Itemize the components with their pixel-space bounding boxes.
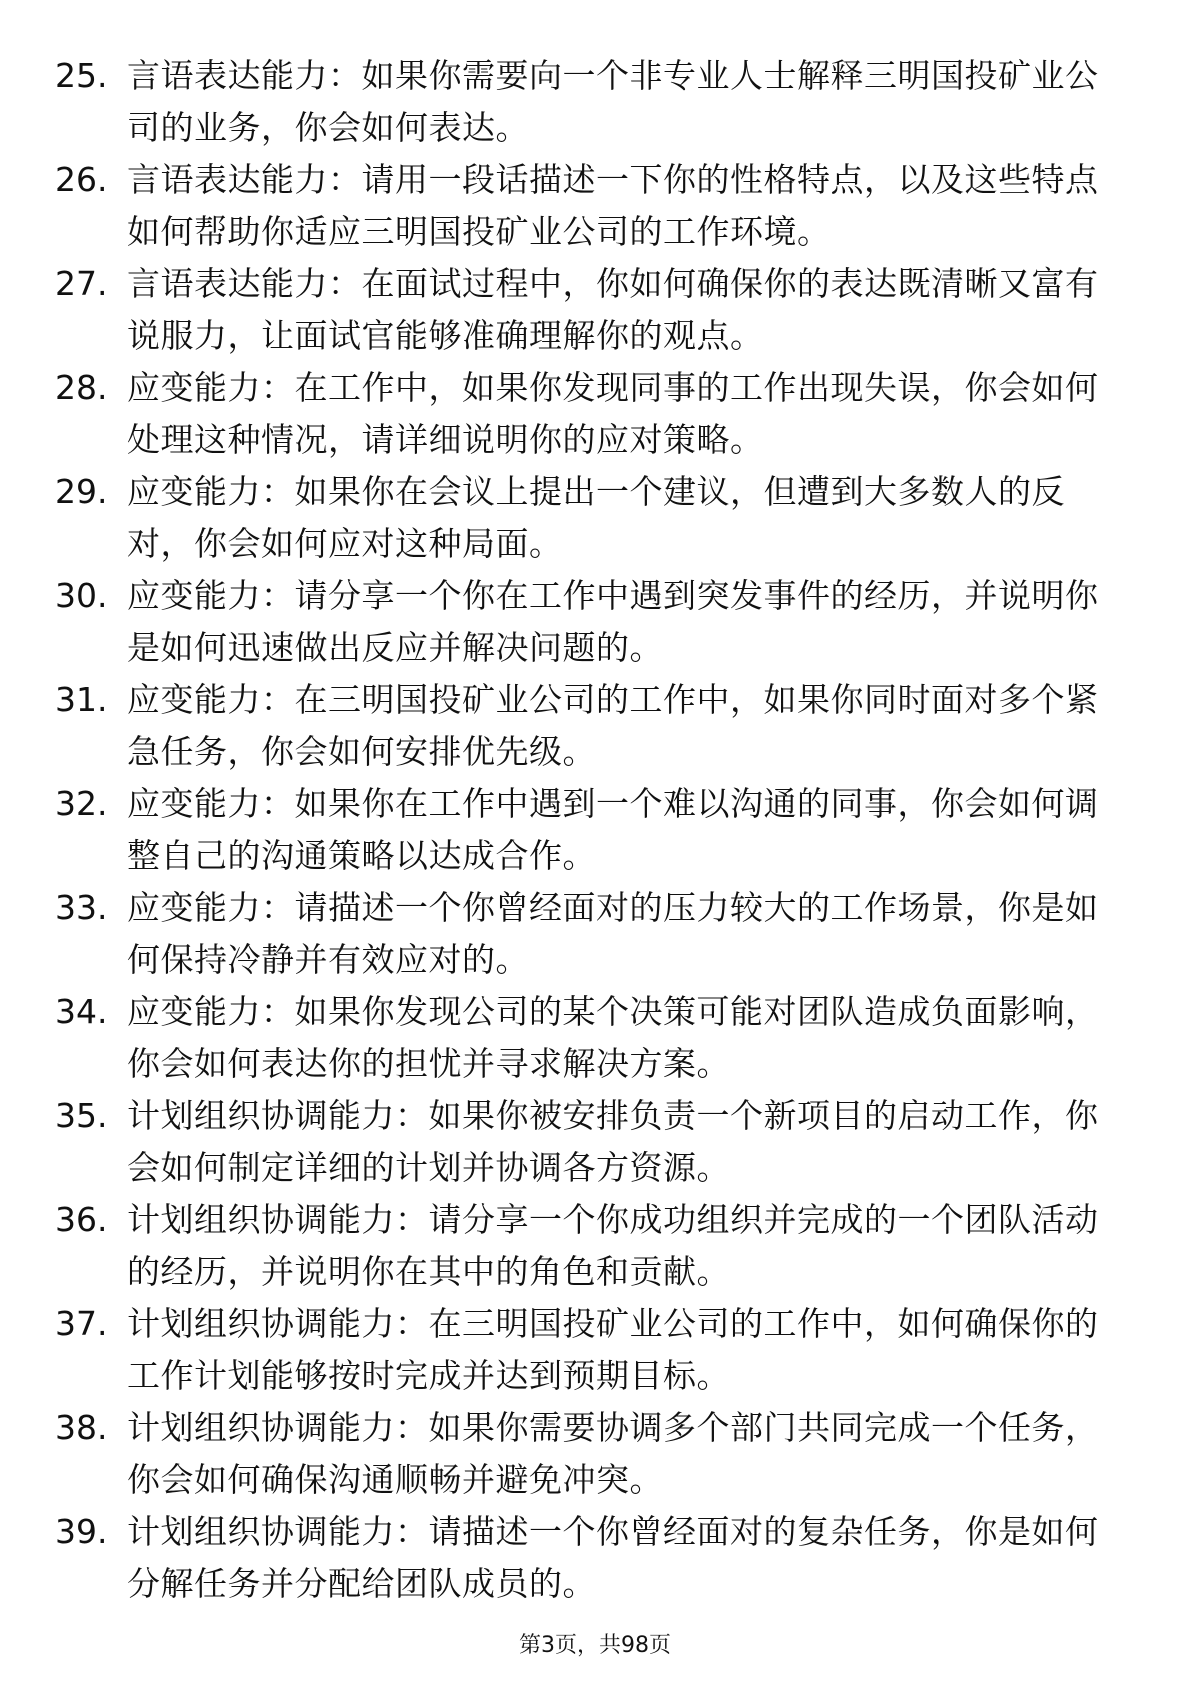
question-text: 言语表达能力：请用一段话描述一下你的性格特点，以及这些特点如何帮助你适应三明国投矿业公司的工作环境。 bbox=[127, 160, 1099, 251]
question-text: 应变能力：请描述一个你曾经面对的压力较大的工作场景，你是如何保持冷静并有效应对的。 bbox=[127, 888, 1099, 979]
question-item bbox=[55, 466, 1135, 570]
question-number: 39. bbox=[55, 1512, 108, 1551]
question-item bbox=[55, 362, 1135, 466]
question-item bbox=[55, 50, 1135, 154]
question-item bbox=[55, 778, 1135, 882]
question-number: 36. bbox=[55, 1200, 108, 1239]
question-number: 33. bbox=[55, 888, 108, 927]
question-list bbox=[55, 50, 1135, 1610]
question-text: 应变能力：如果你在工作中遇到一个难以沟通的同事，你会如何调整自己的沟通策略以达成合作。 bbox=[127, 784, 1099, 875]
question-text: 计划组织协调能力：请描述一个你曾经面对的复杂任务，你是如何分解任务并分配给团队成员的。 bbox=[127, 1512, 1099, 1603]
question-number: 29. bbox=[55, 472, 108, 511]
question-text: 应变能力：如果你在会议上提出一个建议，但遭到大多数人的反对，你会如何应对这种局面。 bbox=[127, 472, 1065, 563]
question-text: 计划组织协调能力：请分享一个你成功组织并完成的一个团队活动的经历，并说明你在其中的角色和贡献。 bbox=[127, 1200, 1099, 1291]
page-number-label: 第3页，共98页 bbox=[519, 1633, 671, 1658]
question-number: 31. bbox=[55, 680, 108, 719]
question-item bbox=[55, 674, 1135, 778]
question-item bbox=[55, 258, 1135, 362]
question-text: 应变能力：请分享一个你在工作中遇到突发事件的经历，并说明你是如何迅速做出反应并解决问题的。 bbox=[127, 576, 1099, 667]
question-text: 应变能力：在工作中，如果你发现同事的工作出现失误，你会如何处理这种情况，请详细说明你的应对策略。 bbox=[127, 368, 1099, 459]
question-text: 计划组织协调能力：在三明国投矿业公司的工作中，如何确保你的工作计划能够按时完成并达到预期目标。 bbox=[127, 1304, 1099, 1395]
question-number: 38. bbox=[55, 1408, 108, 1447]
question-number: 27. bbox=[55, 264, 108, 303]
question-item bbox=[55, 882, 1135, 986]
question-item bbox=[55, 570, 1135, 674]
question-number: 25. bbox=[55, 56, 108, 95]
question-item bbox=[55, 1506, 1135, 1610]
question-number: 32. bbox=[55, 784, 108, 823]
page-footer bbox=[0, 1628, 1190, 1659]
question-text: 计划组织协调能力：如果你被安排负责一个新项目的启动工作，你会如何制定详细的计划并协调各方资源。 bbox=[127, 1096, 1099, 1187]
question-item bbox=[55, 1194, 1135, 1298]
question-number: 37. bbox=[55, 1304, 108, 1343]
question-text: 言语表达能力：在面试过程中，你如何确保你的表达既清晰又富有说服力，让面试官能够准确理解你的观点。 bbox=[127, 264, 1099, 355]
question-text: 言语表达能力：如果你需要向一个非专业人士解释三明国投矿业公司的业务，你会如何表达。 bbox=[127, 56, 1099, 147]
question-item bbox=[55, 154, 1135, 258]
question-text: 应变能力：在三明国投矿业公司的工作中，如果你同时面对多个紧急任务，你会如何安排优先级。 bbox=[127, 680, 1099, 771]
question-text: 计划组织协调能力：如果你需要协调多个部门共同完成一个任务，你会如何确保沟通顺畅并避免冲突。 bbox=[127, 1408, 1099, 1499]
question-number: 26. bbox=[55, 160, 108, 199]
question-item bbox=[55, 1298, 1135, 1402]
question-text: 应变能力：如果你发现公司的某个决策可能对团队造成负面影响，你会如何表达你的担忧并寻求解决方案。 bbox=[127, 992, 1099, 1083]
question-number: 34. bbox=[55, 992, 108, 1031]
question-item bbox=[55, 986, 1135, 1090]
question-item bbox=[55, 1402, 1135, 1506]
question-number: 28. bbox=[55, 368, 108, 407]
question-number: 30. bbox=[55, 576, 108, 615]
question-number: 35. bbox=[55, 1096, 108, 1135]
question-item bbox=[55, 1090, 1135, 1194]
